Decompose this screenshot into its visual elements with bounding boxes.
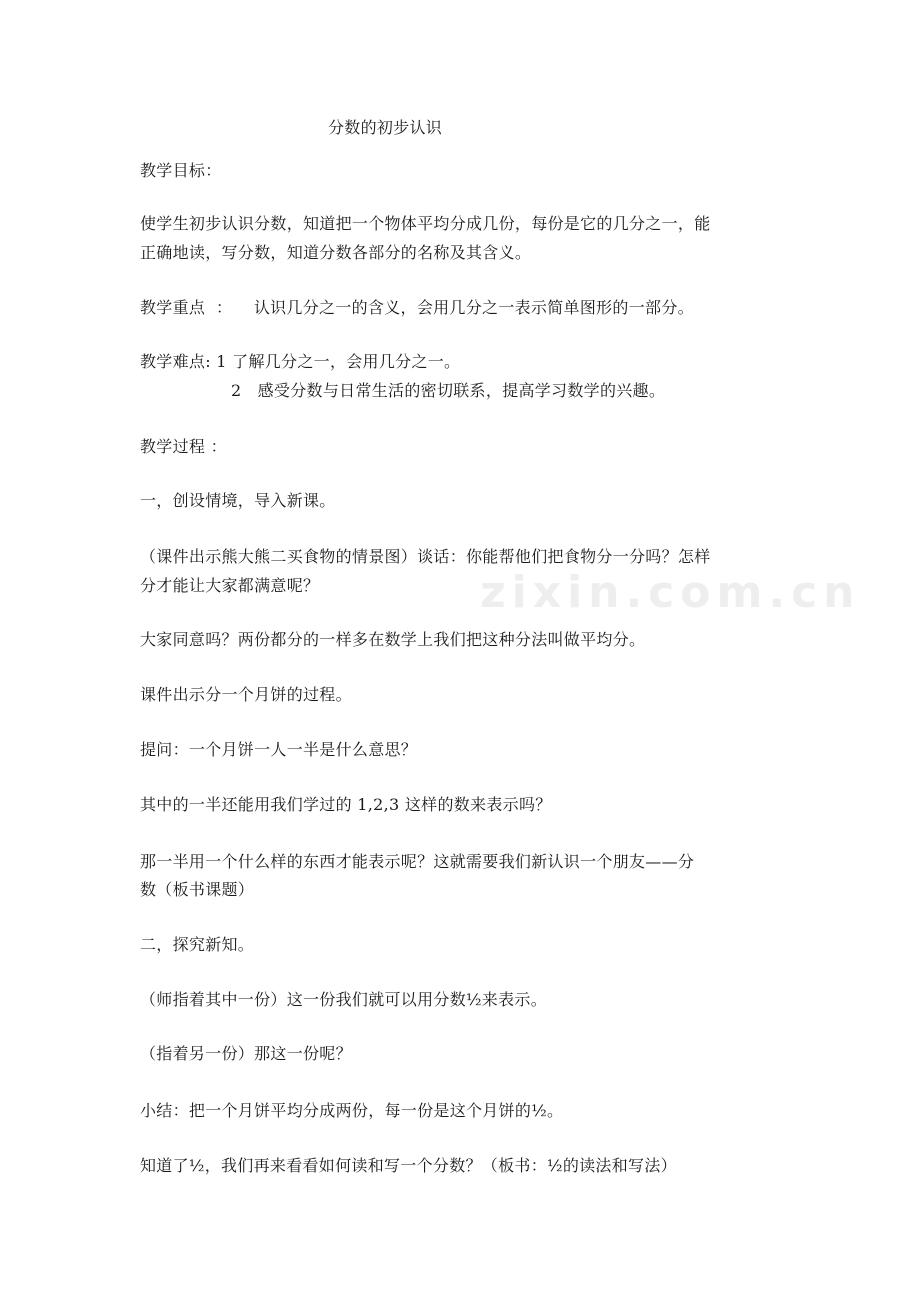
document-title: 分数的初步认识 <box>328 118 443 137</box>
paragraph-2: 大家同意吗？两份都分的一样多在数学上我们把这种分法叫做平均分。 <box>140 630 646 649</box>
objectives-heading: 教学目标： <box>140 161 222 180</box>
process-heading: 教学过程 ： <box>140 437 227 456</box>
paragraph-6-line-1: 那一半用一个什么样的东西才能表示呢？这就需要我们新认识一个朋友——分 <box>140 852 695 871</box>
paragraph-7: （师指着其中一份）这一份我们就可以用分数½来表示。 <box>140 990 548 1009</box>
section-2-heading: 二，探究新知。 <box>140 935 255 954</box>
difficulty-line-1: 教学难点: 1 了解几分之一，会用几分之一。 <box>140 352 461 371</box>
objectives-text-line-1: 使学生初步认识分数，知道把一个物体平均分成几份，每份是它的几分之一，能 <box>140 214 711 233</box>
paragraph-4: 提问：一个月饼一人一半是什么意思？ <box>140 740 418 759</box>
paragraph-9: 小结：把一个月饼平均分成两份，每一份是这个月饼的½。 <box>140 1101 564 1120</box>
paragraph-1-line-2: 分才能让大家都满意呢？ <box>140 576 320 595</box>
section-1-heading: 一，创设情境，导入新课。 <box>140 491 336 510</box>
key-point-line: 教学重点 ： 认识几分之一的含义，会用几分之一表示简单图形的一部分。 <box>140 298 694 317</box>
watermark: zixin.com.cn <box>480 567 861 618</box>
objectives-text-line-2: 正确地读，写分数，知道分数各部分的名称及其含义。 <box>140 243 532 262</box>
difficulty-line-2: 2 感受分数与日常生活的密切联系，提高学习数学的兴趣。 <box>231 381 666 400</box>
paragraph-8: （指着另一份）那这一份呢？ <box>140 1044 352 1063</box>
paragraph-10: 知道了½，我们再来看看如何读和写一个分数？（板书：½的读法和写法） <box>140 1156 677 1175</box>
paragraph-1-line-1: （课件出示熊大熊二买食物的情景图）谈话：你能帮他们把食物分一分吗？怎样 <box>140 547 711 566</box>
paragraph-6-line-2: 数（板书课题） <box>140 880 255 899</box>
paragraph-3: 课件出示分一个月饼的过程。 <box>140 685 352 704</box>
paragraph-5: 其中的一半还能用我们学过的 1,2,3 这样的数来表示吗？ <box>140 795 552 814</box>
